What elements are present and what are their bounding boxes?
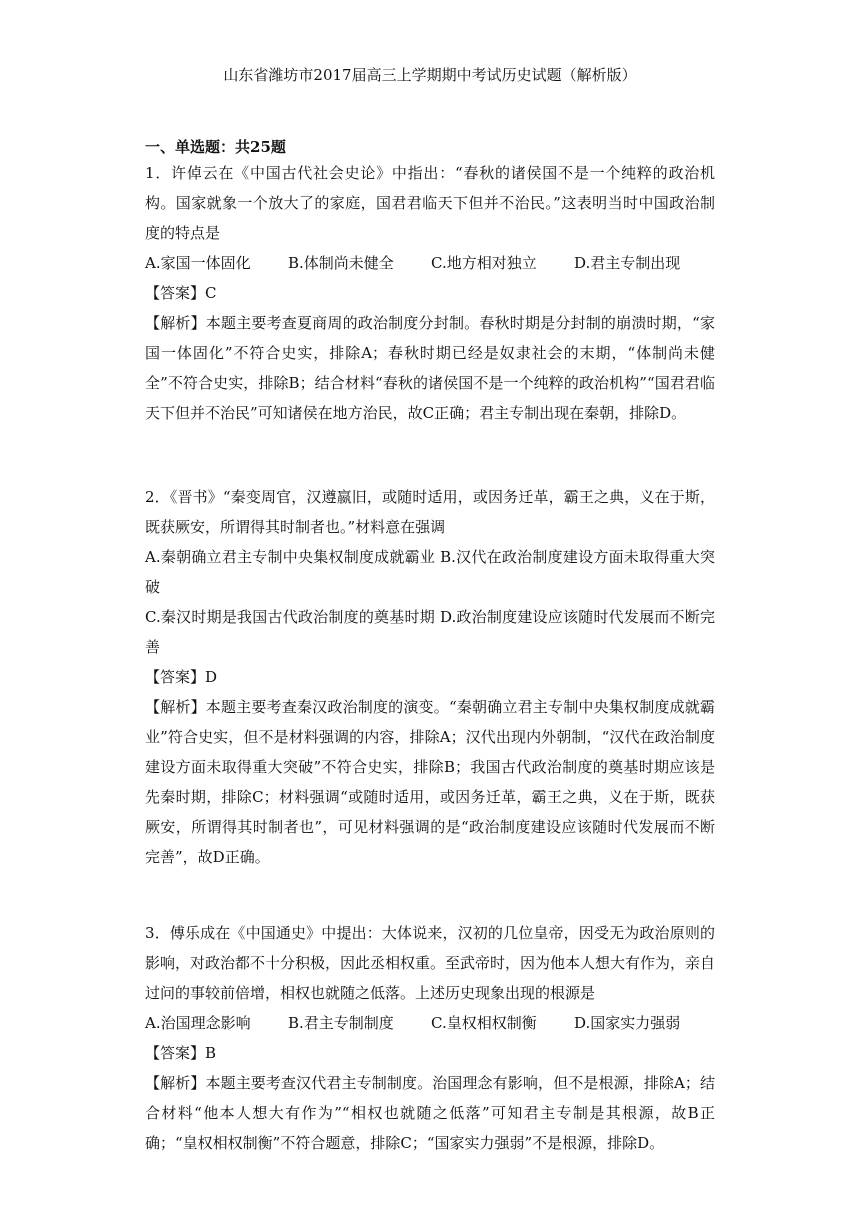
answer-line: 【答案】D (145, 668, 218, 686)
question-2 (145, 482, 715, 872)
question-stem: 3．傅乐成在《中国通史》中提出：大体说来，汉初的几位皇帝，因受无为政治原则的影响，对政治都不十分积极，因此丞相权重。至武帝时，因为他本人想大有作为，亲自过问的事较前倍增，相权也就随之低落。上述历史现象出现的根源是 (145, 924, 716, 1002)
option-c: C.皇权相权制衡 (431, 1014, 537, 1032)
option-c: C.秦汉时期是我国古代政治制度的奠基时期 (145, 608, 435, 626)
option-d: D.政治制度建设应该随时代发展而不断完善 (145, 608, 715, 656)
question-3 (145, 918, 715, 1158)
options-row (145, 248, 715, 278)
analysis-paragraph: 【解析】本题主要考查汉代君主专制制度。治国理念有影响，但不是根源，排除A；结合材料“他本人想大有作为”“相权也就随之低落”可知君主专制是其根源，故B正确；“皇权相权制衡”不符合题意，排除C；“国家实力强弱”不是根源，排除D。 (145, 1074, 715, 1152)
section-heading: 一、单选题：共25题 (145, 138, 286, 156)
analysis-paragraph: 【解析】本题主要考查秦汉政治制度的演变。“秦朝确立君主专制中央集权制度成就霸业”符合史实，但不是材料强调的内容，排除A；汉代出现内外朝制，“汉代在政治制度建设方面未取得重大突破”不符合史实，排除B；我国古代政治制度的奠基时期应该是先秦时期，排除C；材料强调“或随时适用，或因务迁革，霸王之典，义在于斯，既获厥安，所谓得其时制者也”，可见材料强调的是“政治制度建设应该随时代发展而不断完善”，故D正确。 (145, 698, 715, 866)
option-b: B.君主专制制度 (288, 1014, 394, 1032)
question-stem: 1．许倬云在《中国古代社会史论》中指出：“春秋的诸侯国不是一个纯粹的政治机构。国家就象一个放大了的家庭，国君君临天下但并不治民。”这表明当时中国政治制度的特点是 (145, 164, 715, 242)
option-d: D.君主专制出现 (574, 254, 681, 272)
option-a: A.家国一体固化 (145, 254, 251, 272)
option-b: B.体制尚未健全 (288, 254, 394, 272)
option-b: B.汉代在政治制度建设方面未取得重大突破 (145, 548, 715, 596)
document-title: 山东省潍坊市2017届高三上学期期中考试历史试题（解析版） (223, 66, 637, 84)
question-1 (145, 158, 715, 428)
options-row (145, 602, 715, 662)
options-row (145, 542, 715, 602)
question-stem: 2．《晋书》“秦变周官，汉遵嬴旧，或随时适用，或因务迁革，霸王之典，义在于斯，既获厥安，所谓得其时制者也。”材料意在强调 (145, 488, 715, 536)
option-c: C.地方相对独立 (431, 254, 537, 272)
option-a: A.治国理念影响 (145, 1014, 251, 1032)
options-row (145, 1008, 715, 1038)
analysis-paragraph: 【解析】本题主要考查夏商周的政治制度分封制。春秋时期是分封制的崩溃时期，“家国一体固化”不符合史实，排除A；春秋时期已经是奴隶社会的末期，“体制尚未健全”不符合史实，排除B；结合材料“春秋的诸侯国不是一个纯粹的政治机构”“国君君临天下但并不治民”可知诸侯在地方治民，故C正确；君主专制出现在秦朝，排除D。 (145, 314, 715, 422)
answer-line: 【答案】C (145, 284, 217, 302)
option-a: A.秦朝确立君主专制中央集权制度成就霸业 (145, 548, 436, 566)
option-d: D.国家实力强弱 (574, 1014, 681, 1032)
answer-line: 【答案】B (145, 1044, 217, 1062)
